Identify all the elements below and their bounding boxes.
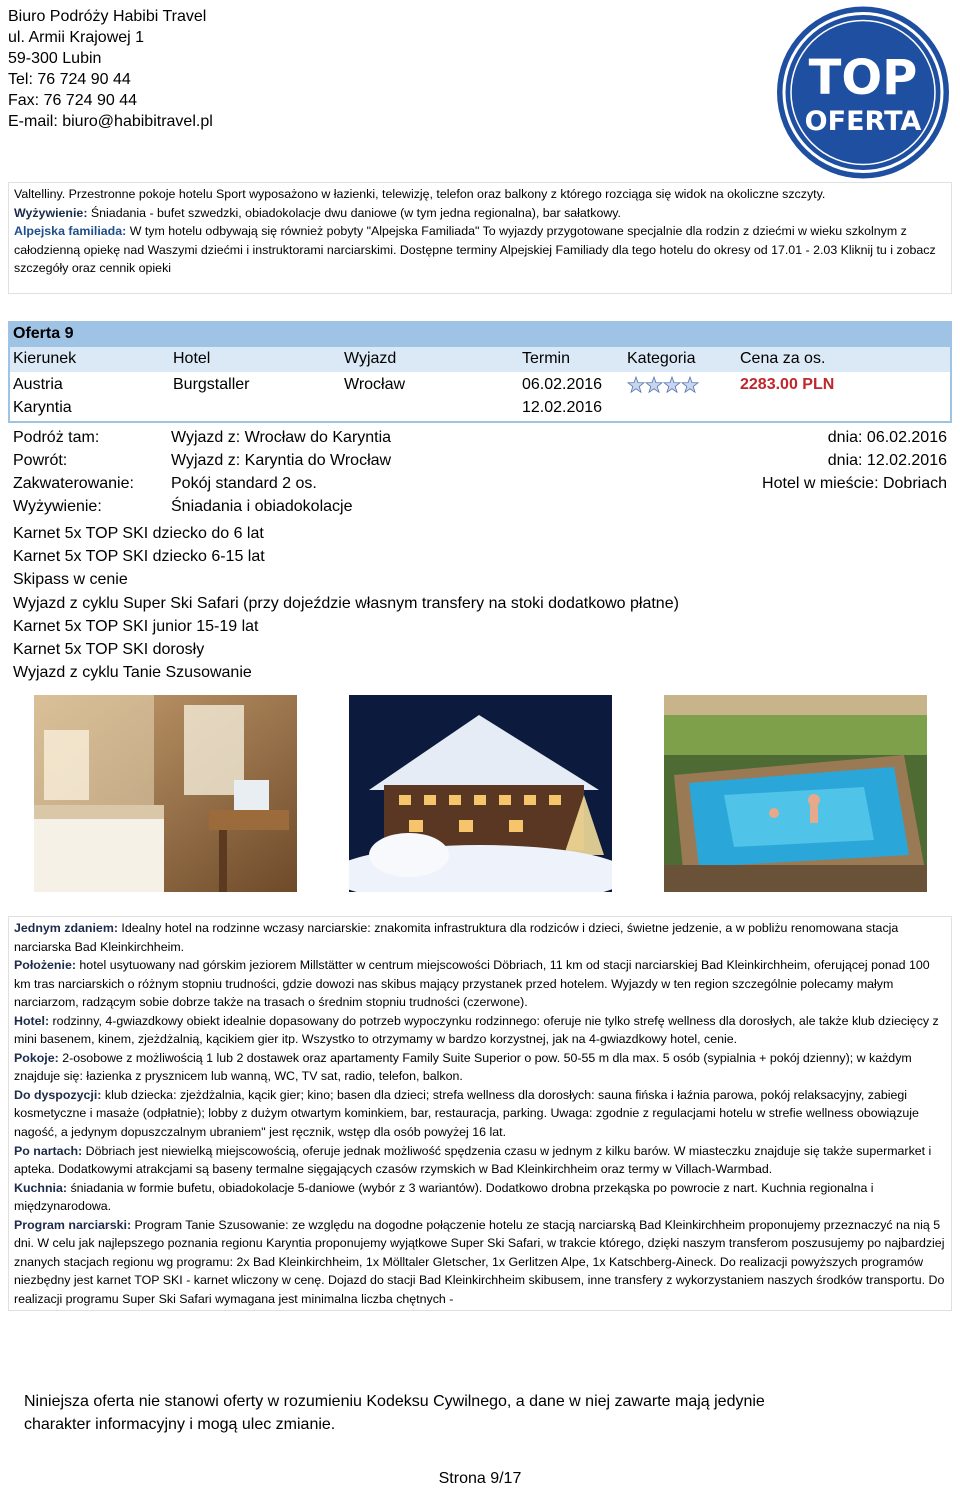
agency-contact — [8, 6, 213, 132]
prev-intro: Valtelliny. Przestronne pokoje hotelu Sport wyposażono w łazienki, telewizję, telefon oraz balkony z którego rozciąga się widok na okoliczne szczyty. — [14, 187, 826, 201]
agency-tel: Tel: 76 724 90 44 — [8, 71, 131, 88]
hotel-pool-photo — [664, 695, 927, 892]
agency-street: ul. Armii Krajowej 1 — [8, 29, 145, 46]
agency-email: E-mail: biuro@habibitravel.pl — [8, 113, 213, 130]
offer-date-from: 06.02.2016 — [522, 376, 603, 393]
desc-apres-ski — [14, 1142, 946, 1179]
header-hotel: Hotel — [173, 350, 211, 367]
return-value: Wyjazd z: Karyntia do Wrocław — [171, 452, 392, 469]
desc-hotel-text: rodzinny, 4-gwiazdkowy obiekt idealnie dopasowany do potrzeb wypoczynku rodzinnego: oferuje nie tylko strefę wellness dla dorosłych, ale także klub dziecięcy z mini basenem, kinem, zjeżdżalnią, kącikiem gier itp. Wszystko to otrzymamy w bardzo korzystnej, jak na 4-gwiazdkowy hotel, cenie. — [14, 1013, 939, 1047]
desc-summary-text: Idealny hotel na rodzinne wczasy narciarskie: znakomita infrastruktura dla rodziców i dzieci, świetne jedzenie, a w pobliżu renomowana stacja narciarska Bad Kleinkirchheim. — [14, 921, 899, 954]
header-term: Termin — [522, 350, 571, 367]
accommodation-value: Pokój standard 2 os. — [171, 475, 317, 492]
desc-summary-label: Jednym zdaniem: — [14, 921, 118, 935]
list-item: Karnet 5x TOP SKI dziecko do 6 lat — [13, 525, 264, 542]
desc-apres-ski-text: Döbriach jest niewielką miejscowością, oferuje jednak możliwość spędzenia czasu w jednym z kilku barów. W miasteczku znajduje się także supermarket i apteka. Dodatkowymi atrakcjami są baseny termalne sięgających czasów rzymskich w Bad Kleinkirchheim oraz termy w Villach-Warmbad. — [14, 1143, 932, 1177]
hotel-description — [8, 916, 952, 1311]
desc-facilities-label: Do dyspozycji: — [14, 1087, 102, 1102]
hotel-location: Hotel w mieście: Dobriach — [762, 475, 947, 492]
desc-facilities-text: klub dziecka: zjeżdżalnia, kącik gier; kino; basen dla dzieci; strefa wellness dla dorosłych: sauna fińska i łaźnia parowa, pokój relaksacyjny, zabiegi kosmetyczne i masaże (odpłatnie); lobby z dużym otwartym kominkiem, bar, restauracja, parking. Uwaga: zgodnie z regulacjami hotelu w strefie wellness obowiązuje nagość, a jedynym dopuszczalnym ubraniem" jest ręcznik, wstęp dla osób powyżej 16 lat. — [14, 1087, 919, 1140]
desc-ski-program — [14, 1216, 946, 1309]
accommodation-label: Zakwaterowanie: — [13, 475, 134, 492]
desc-location-label: Położenie: — [14, 958, 76, 973]
prev-food-label: Wyżywienie: — [14, 205, 88, 220]
page-number: Strona 9/17 — [438, 1470, 522, 1487]
header-price: Cena za os. — [740, 350, 826, 367]
star-icon — [646, 377, 662, 392]
offer-extras-list — [13, 522, 679, 684]
prev-family-label: Alpejska familiada: — [14, 224, 127, 239]
top-oferta-badge-icon — [773, 6, 953, 179]
list-item: Wyjazd z cyklu Tanie Szusowanie — [13, 664, 252, 682]
prev-food-text: Śniadania - bufet szwedzki, obiadokolacje dwu daniowe (w tym jedna regionalna), bar sałatkowy. — [87, 205, 622, 220]
desc-cuisine — [14, 1179, 946, 1216]
desc-apres-ski-label: Po nartach: — [14, 1143, 83, 1158]
desc-ski-program-label: Program narciarski: — [14, 1217, 132, 1232]
desc-hotel — [14, 1012, 946, 1049]
header-departure: Wyjazd — [344, 350, 397, 367]
desc-location-text: hotel usytuowany nad górskim jeziorem Millstätter w centrum miejscowości Döbriach, 11 km od stacji narciarskiej Bad Kleinkirchheim, oferującej ponad 100 km tras narciarskich o różnym stopniu trudności, gdzie dowozi nas skibus mający przystanek przed hotelem. Wyjazdy w ten region szczególnie polecamy małym narciarzom, radzącym sobie dobrze także na trasach o średnim stopniu trudności (czerwone). — [14, 958, 930, 1010]
legal-disclaimer: Niniejsza oferta nie stanowi oferty w rozumieniu Kodeksu Cywilnego, a dane w niej zawarte mają jedynie charakter informacyjny i mogą ulec zmianie. — [24, 1393, 765, 1433]
desc-facilities — [14, 1086, 946, 1142]
star-icon — [682, 377, 698, 392]
offer-hotel-name: Burgstaller — [173, 376, 250, 393]
agency-fax: Fax: 76 724 90 44 — [8, 92, 137, 109]
return-date: dnia: 12.02.2016 — [827, 452, 947, 469]
desc-cuisine-label: Kuchnia: — [14, 1180, 68, 1195]
desc-hotel-label: Hotel: — [14, 1013, 50, 1028]
badge-line2: OFERTA — [804, 106, 922, 137]
list-item: Skipass w cenie — [13, 571, 128, 589]
desc-rooms — [14, 1049, 946, 1086]
offer-country: Austria — [13, 376, 63, 393]
list-item: Karnet 5x TOP SKI junior 15-19 lat — [13, 617, 259, 635]
agency-city: 59-300 Lubin — [8, 50, 102, 67]
trip-details — [13, 426, 947, 518]
detail-row-outbound — [13, 426, 947, 449]
offer-date-to: 12.02.2016 — [522, 399, 603, 416]
star-icon — [664, 377, 680, 392]
offer-departure-city: Wrocław — [344, 376, 406, 393]
detail-row-accommodation — [13, 472, 947, 495]
star-icon — [628, 377, 644, 392]
prev-family-text[interactable]: W tym hotelu odbywają się również pobyty "Alpejska Familiada" To wyjazdy przygotowane specjalnie dla rodzin z dziećmi w wieku szkolnym z całodzienną opiekę nad Waszymi dziećmi i instruktorami narciarskimi. Dostępne terminy Alpejskiej Familiady dla tego hotelu do okresy od 17.01 - 2.03 Kliknij tu i zobacz szczegóły oraz cennik opieki — [14, 224, 936, 276]
desc-location — [14, 956, 946, 1012]
category-stars — [627, 376, 699, 394]
desc-cuisine-text: śniadania w formie bufetu, obiadokolacje 5-daniowe (wybór z 3 wariantów). Dodatkowo drobna przekąska po powrocie z nart. Kuchnia regionalna i międzynarodowa. — [14, 1180, 874, 1214]
previous-offer-description — [8, 182, 952, 294]
offer-region: Karyntia — [13, 399, 72, 416]
hotel-room-photo — [34, 695, 297, 892]
desc-rooms-text: 2-osobowe z możliwością 1 lub 2 dostawek oraz apartamenty Family Suite Superior o pow. 50-55 m dla max. 5 osób (sypialnia + pokój dzienny); w każdym znajduje się: łazienka z prysznicem lub wanną, WC, TV sat, radio, telefon, balkon. — [14, 1050, 912, 1084]
desc-ski-program-text: Program Tanie Szusowanie: ze względu na dogodne połączenie hotelu ze stacją narciarską Bad Kleinkirchheim proponujemy przeznaczyć na nią 5 dni. W celu jak najlepszego poznania regionu Karyntia proponujemy wyjątkowe Super Ski Safari, w trakcie którego, dzięki naszym transferom poszusujemy po najbardziej znanych stacjach regionu wg programu: 2x Bad Kleinkirchheim, 1x Mölltaler Gletscher, 1x Gerlitzen Alpe, 1x Katschberg-Aineck. Do realizacji powyższych programów niezbędny jest karnet TOP SKI - karnet wliczony w cenę. Dojazd do stacji Bad Kleinkirchheim skibusem, inne transfery z wykorzystaniem naszych środków transportu. Do realizacji programu Super Ski Safari wymagana jest minimalna liczba chętnych - — [14, 1217, 945, 1306]
badge-line1: TOP — [808, 50, 918, 106]
detail-row-return — [13, 449, 947, 472]
outbound-value: Wyjazd z: Wrocław do Karyntia — [171, 429, 392, 446]
outbound-label: Podróż tam: — [13, 429, 100, 446]
detail-row-board — [13, 495, 947, 518]
list-item: Karnet 5x TOP SKI dorosły — [13, 641, 205, 659]
header-direction: Kierunek — [13, 350, 77, 367]
desc-rooms-label: Pokoje: — [14, 1050, 59, 1065]
offer-title: Oferta 9 — [10, 323, 950, 347]
outbound-date: dnia: 06.02.2016 — [827, 429, 947, 446]
agency-name: Biuro Podróży Habibi Travel — [8, 8, 207, 25]
prev-family — [14, 222, 946, 278]
list-item: Karnet 5x TOP SKI dziecko 6-15 lat — [13, 548, 265, 566]
hotel-exterior-winter-photo — [349, 695, 612, 892]
desc-summary — [14, 919, 946, 956]
list-item: Wyjazd z cyklu Super Ski Safari (przy dojeździe własnym transfery na stoki dodatkowo płatne) — [13, 594, 679, 612]
return-label: Powrót: — [13, 452, 68, 469]
prev-food — [14, 204, 946, 223]
offer-price: 2283.00 PLN — [740, 376, 835, 393]
header-category: Kategoria — [627, 350, 696, 367]
board-value: Śniadania i obiadokolacje — [171, 498, 353, 515]
board-label: Wyżywienie: — [13, 498, 102, 515]
